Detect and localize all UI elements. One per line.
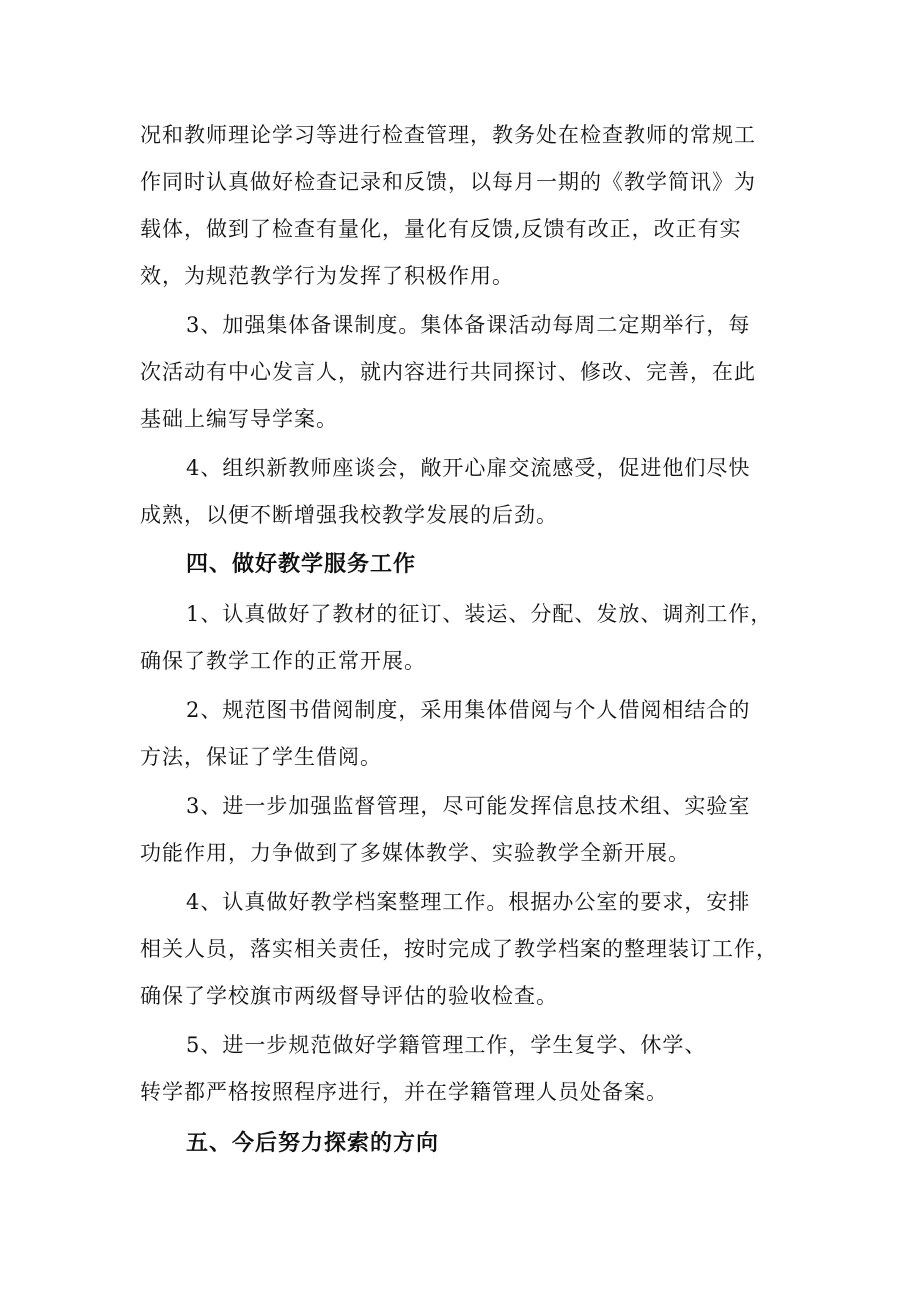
text-line: 作同时认真做好检查记录和反馈，以每月一期的《教学简讯》为 xyxy=(140,170,756,194)
text-line: 确保了学校旗市两级督导评估的验收检查。 xyxy=(140,984,558,1008)
text-line: 成熟，以便不断增强我校教学发展的后劲。 xyxy=(140,503,558,527)
text-line: 基础上编写导学案。 xyxy=(140,407,338,431)
text-line: 2、规范图书借阅制度，采用集体借阅与个人借阅相结合的 xyxy=(186,698,751,722)
section-heading-teaching-services: 四、做好教学服务工作 xyxy=(186,552,417,577)
paragraph-library-borrowing xyxy=(140,687,790,781)
text-line: 3、加强集体备课制度。集体备课活动每周二定期举行，每 xyxy=(186,313,751,337)
text-line: 转学都严格按照程序进行，并在学籍管理人员处备案。 xyxy=(140,1080,668,1104)
paragraph-textbook-distribution xyxy=(140,591,790,685)
text-line: 载体，做到了检查有量化，量化有反馈,反馈有改正，改正有实 xyxy=(140,217,742,241)
paragraph-inspection-management xyxy=(140,112,790,300)
text-line: 况和教师理论学习等进行检查管理，教务处在检查教师的常规工 xyxy=(140,123,756,147)
text-line: 确保了教学工作的正常开展。 xyxy=(140,649,426,673)
text-line: 次活动有中心发言人，就内容进行共同探讨、修改、完善，在此 xyxy=(140,360,756,384)
text-line: 功能作用，力争做到了多媒体教学、实验教学全新开展。 xyxy=(140,841,690,865)
paragraph-supervision-management xyxy=(140,783,790,877)
text-line: 相关人员，落实相关责任，按时完成了教学档案的整理装订工作， xyxy=(140,937,778,961)
text-line: 效，为规范教学行为发挥了积极作用。 xyxy=(140,264,514,288)
document-body xyxy=(140,112,790,1168)
section-heading-future-direction: 五、今后努力探索的方向 xyxy=(186,1131,440,1156)
text-line: 方法，保证了学生借阅。 xyxy=(140,745,382,769)
text-line: 5、进一步规范做好学籍管理工作，学生复学、休学、 xyxy=(186,1033,707,1057)
paragraph-new-teacher-forum xyxy=(140,445,790,539)
text-line: 4、组织新教师座谈会，敞开心扉交流感受，促进他们尽快 xyxy=(186,456,751,480)
text-line: 3、进一步加强监督管理，尽可能发挥信息技术组、实验室 xyxy=(186,794,751,818)
paragraph-archive-organization xyxy=(140,879,790,1020)
paragraph-collective-lesson-planning xyxy=(140,302,790,443)
paragraph-student-registration xyxy=(140,1022,790,1116)
text-line: 1、认真做好了教材的征订、装运、分配、发放、调剂工作， xyxy=(186,602,773,626)
text-line: 4、认真做好教学档案整理工作。根据办公室的要求，安排 xyxy=(186,890,751,914)
